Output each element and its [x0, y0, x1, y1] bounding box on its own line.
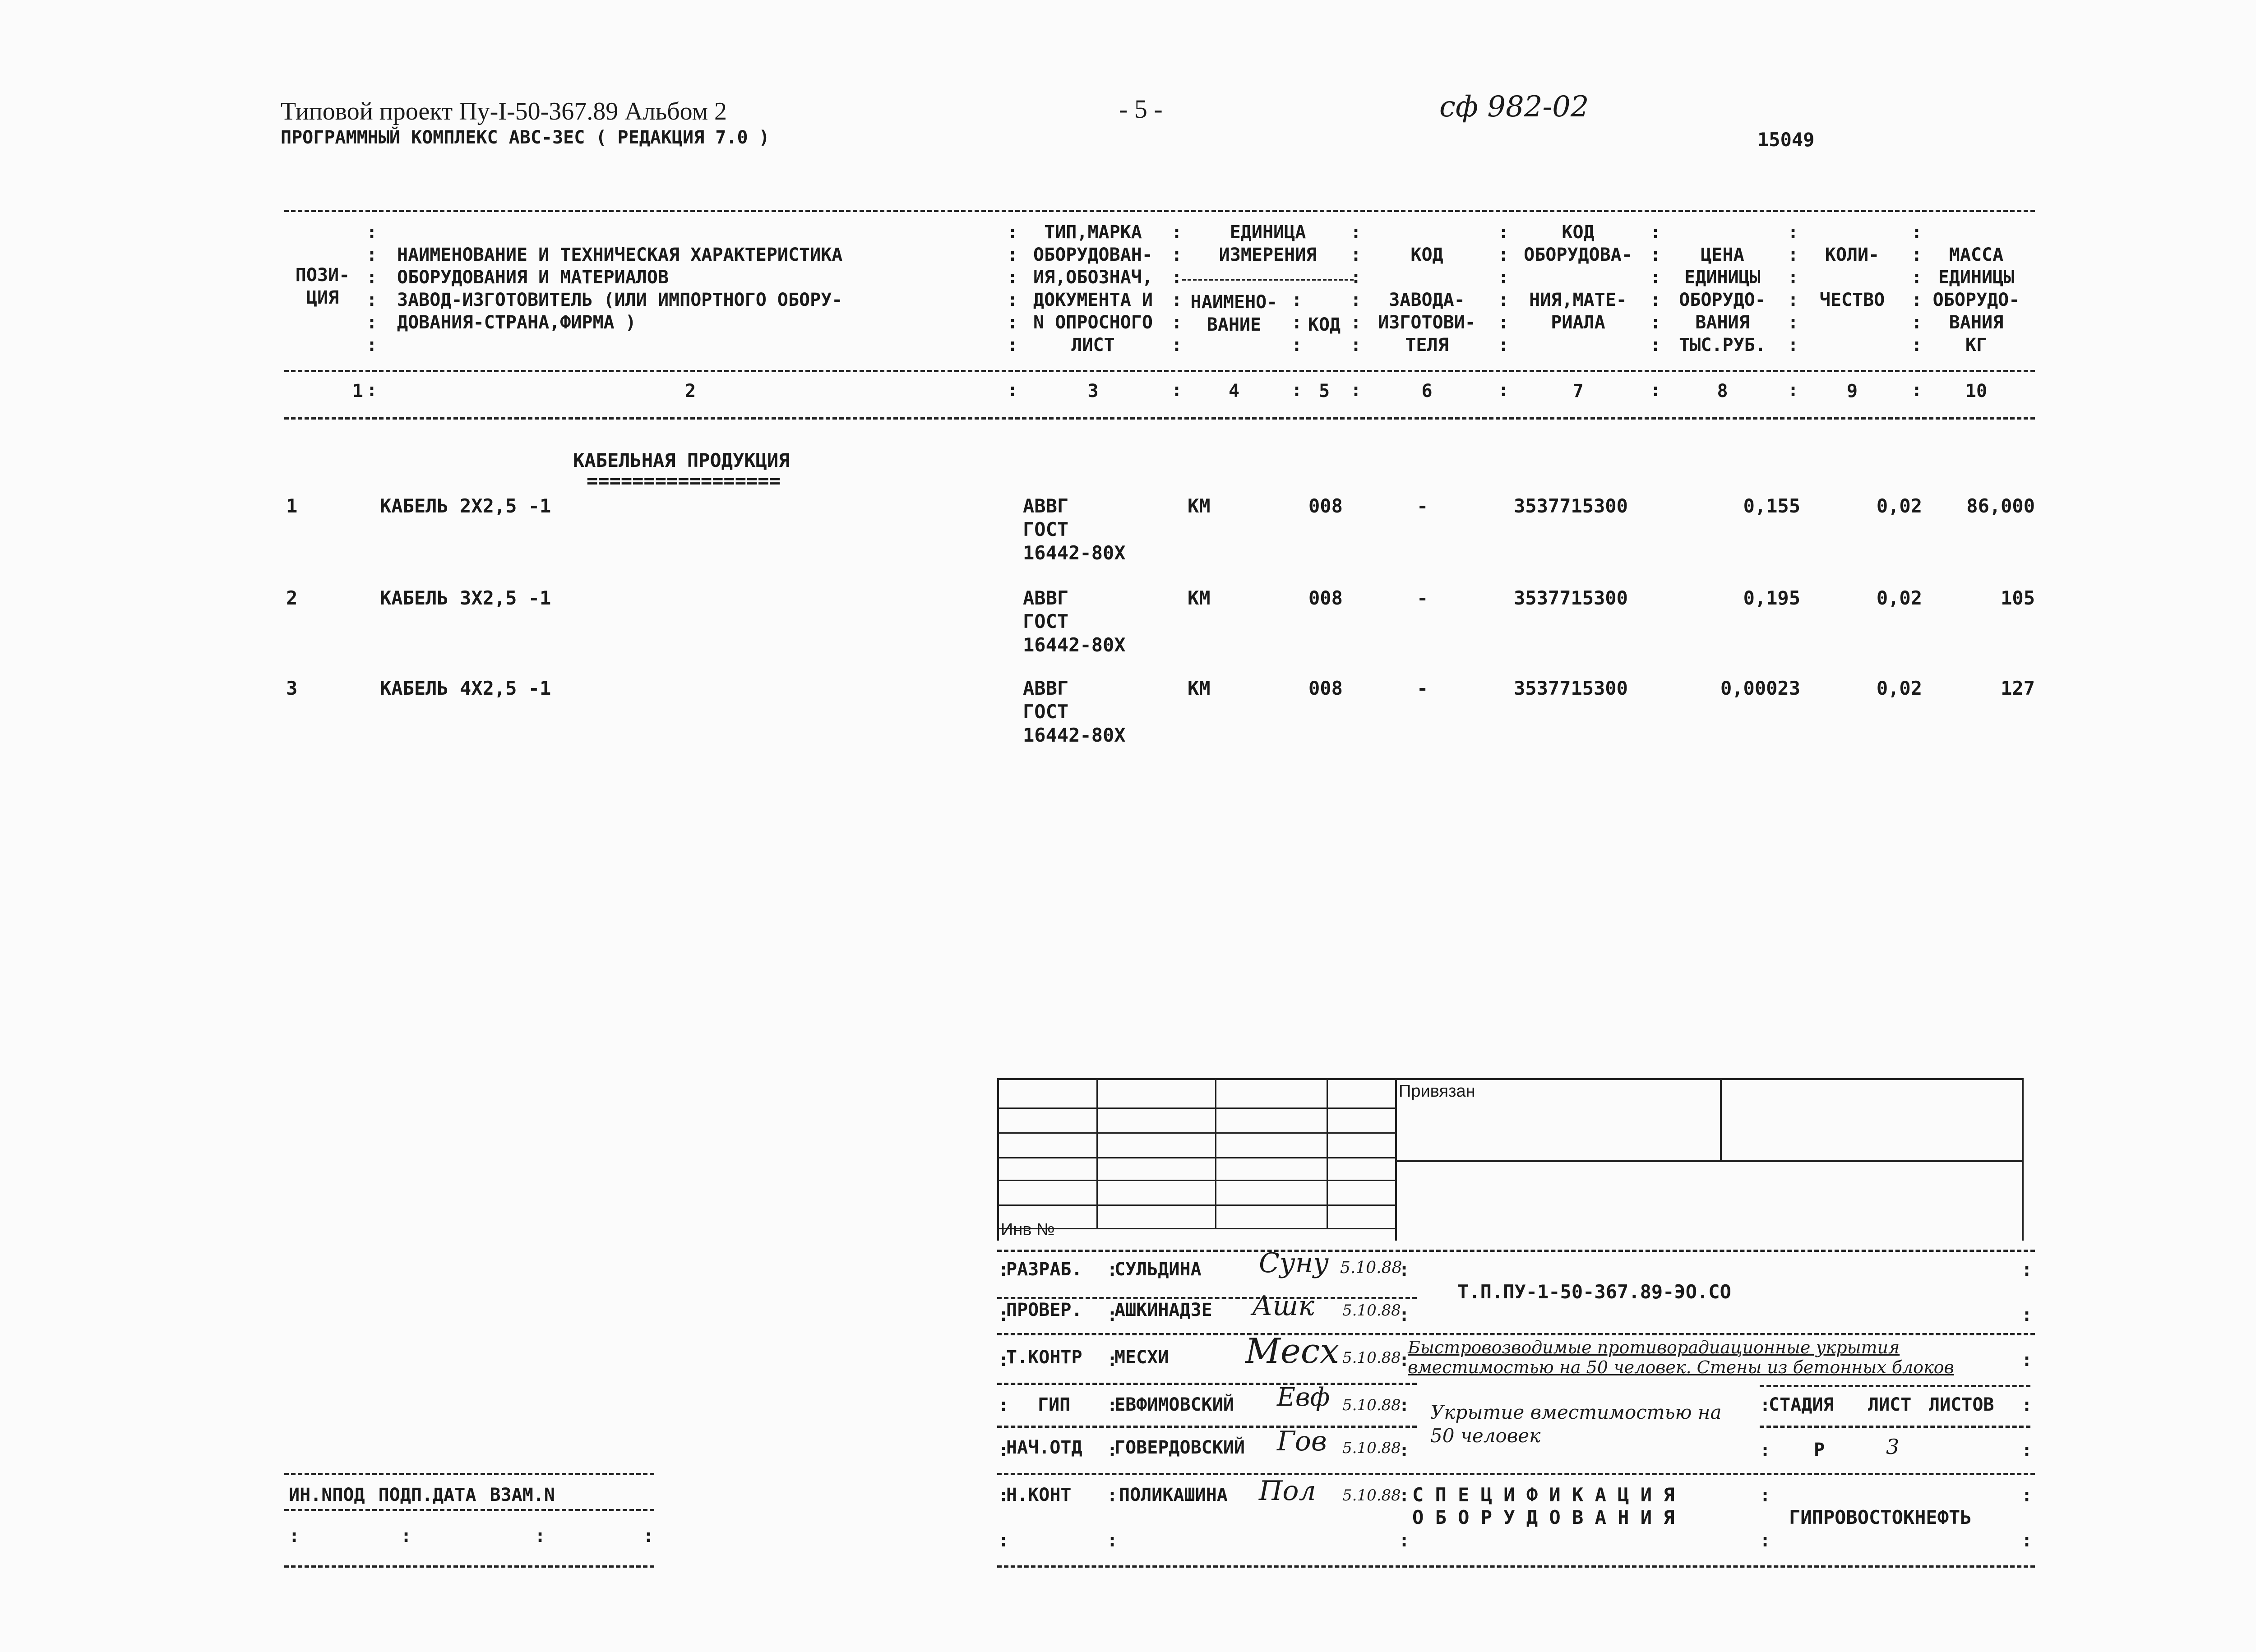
- tb-rule: [997, 1383, 1417, 1385]
- header-rule: [284, 370, 2035, 372]
- col-num: 1: [352, 381, 363, 401]
- row-3-unit-code: 008: [1308, 677, 1343, 699]
- col-num: 6: [1421, 381, 1433, 401]
- row-1-name: КАБЕЛЬ 2Х2,5 -1: [380, 495, 551, 517]
- col-title-8: ЦЕНА ЕДИНИЦЫ ОБОРУДО- ВАНИЯ ТЫС.РУБ.: [1679, 245, 1766, 355]
- tb-rule: [997, 1565, 2035, 1568]
- tb-col-sep: : : : : : : :: [2021, 1260, 2033, 1551]
- name-razrab: СУЛЬДИНА: [1114, 1259, 1202, 1280]
- col-num: 9: [1846, 381, 1858, 401]
- col-sep: : : : :: [1291, 290, 1303, 401]
- row-3-type: АВВГ ГОСТ 16442-80Х: [1023, 677, 1126, 746]
- col-sep: : : : : : : :: [1171, 222, 1183, 401]
- sheet-number: 15049: [1757, 129, 1815, 151]
- col-title-10: МАССА ЕДИНИЦЫ ОБОРУДО- ВАНИЯ КГ: [1932, 245, 2020, 355]
- row-2-price: 0,195: [1743, 587, 1800, 609]
- unit-group-title: ЕДИНИЦА ИЗМЕРЕНИЯ: [1219, 222, 1317, 265]
- signature-tkontr: Месх: [1245, 1331, 1340, 1371]
- tb-col-sep: : : : : : : :: [1399, 1260, 1410, 1551]
- row-2-unit-code: 008: [1308, 587, 1343, 609]
- col-num: 5: [1318, 381, 1330, 401]
- col-title-2: НАИМЕНОВАНИЕ И ТЕХНИЧЕСКАЯ ХАРАКТЕРИСТИКА ОБОРУДОВАНИЯ И МАТЕРИАЛОВ ЗАВОД-ИЗГОТОВИТЕЛЬ (ИЛИ ИМПОРТНОГО ОБОРУ- ДОВАНИЯ-СТРАНА,ФИРМА ): [397, 245, 843, 333]
- page-number: - 5 -: [1119, 94, 1163, 124]
- sheet-label: ЛИСТ: [1868, 1394, 1912, 1415]
- row-2-mass: 105: [2001, 587, 2035, 609]
- row-2-qty: 0,02: [1876, 587, 1922, 609]
- sheet-value: 3: [1886, 1435, 1900, 1459]
- section-underline: =================: [587, 470, 781, 492]
- row-2-name: КАБЕЛЬ 3Х2,5 -1: [380, 587, 551, 609]
- row-1-qty: 0,02: [1876, 495, 1922, 517]
- table-top-rule: [284, 210, 2035, 212]
- row-3-name: КАБЕЛЬ 4Х2,5 -1: [380, 677, 551, 699]
- row-1-type: АВВГ ГОСТ 16442-80Х: [1023, 495, 1126, 564]
- stage-label: СТАДИЯ: [1769, 1394, 1834, 1415]
- row-3-qty: 0,02: [1876, 677, 1922, 699]
- stamp-labels: ИН.NПОД ПОДП.ДАТА ВЗАМ.N: [289, 1485, 555, 1505]
- signature-prover: Ашк: [1252, 1290, 1315, 1322]
- row-3-factory: -: [1417, 677, 1428, 699]
- col-num: 7: [1572, 381, 1584, 401]
- date-razrab: 5.10.88: [1340, 1259, 1402, 1277]
- date-gip: 5.10.88: [1342, 1396, 1401, 1414]
- tb-rule: [997, 1250, 2035, 1252]
- signature-nachotd: Гов: [1277, 1426, 1327, 1457]
- tb-col-sep: : : : :: [1760, 1395, 1771, 1551]
- col-num: 3: [1087, 381, 1099, 401]
- col-sep: : : : : : : :: [1788, 222, 1799, 401]
- role-gip: ГИП: [1038, 1394, 1071, 1415]
- row-3-unit: КМ: [1188, 677, 1211, 699]
- privyazan-label: Привязан: [1399, 1082, 1475, 1101]
- col-sep: : : : : : : :: [1007, 222, 1018, 401]
- stamp-rule: [284, 1509, 654, 1511]
- doc-code: Т.П.ПУ-1-50-367.89-ЭО.СО: [1457, 1281, 1731, 1303]
- row-1-mass: 86,000: [1966, 495, 2035, 517]
- stamp-col-sep: :: [643, 1526, 654, 1546]
- signature-gip: Евф: [1277, 1383, 1330, 1412]
- row-1-code: 3537715300: [1514, 495, 1628, 517]
- col-title-1: ПОЗИ- ЦИЯ: [295, 265, 350, 308]
- col-title-3: ТИП,МАРКА ОБОРУДОВАН- ИЯ,ОБОЗНАЧ, ДОКУМЕНТА И N ОПРОСНОГО ЛИСТ: [1033, 222, 1153, 355]
- row-3-pos: 3: [286, 677, 298, 699]
- tb-col-sep: : : : : : : :: [1107, 1260, 1118, 1551]
- col-title-6: КОД ЗАВОДА- ИЗГОТОВИ- ТЕЛЯ: [1378, 245, 1476, 355]
- col-title-4: НАИМЕНО- ВАНИЕ: [1190, 292, 1278, 335]
- name-nkont: ПОЛИКАШИНА: [1119, 1485, 1228, 1505]
- date-prover: 5.10.88: [1342, 1301, 1401, 1320]
- stamp-rule: [284, 1565, 654, 1568]
- row-2-unit: КМ: [1188, 587, 1211, 609]
- col-title-5: КОД: [1308, 314, 1341, 335]
- name-nachotd: ГОВЕРДОВСКИЙ: [1114, 1437, 1245, 1458]
- name-gip: ЕВФИМОВСКИЙ: [1114, 1394, 1234, 1415]
- row-3-code: 3537715300: [1514, 677, 1628, 699]
- col-sep: : : : : : : :: [1350, 222, 1362, 401]
- col-sep: : : : : : : :: [1650, 222, 1661, 401]
- date-nkont: 5.10.88: [1342, 1486, 1401, 1504]
- signature-razrab: Суну: [1259, 1247, 1329, 1279]
- row-1-factory: -: [1417, 495, 1428, 517]
- stamp-col-sep: :: [535, 1526, 546, 1546]
- row-2-type: АВВГ ГОСТ 16442-80Х: [1023, 587, 1126, 656]
- date-tkontr: 5.10.88: [1342, 1349, 1401, 1367]
- inv-label: Инв №: [1001, 1220, 1055, 1239]
- role-tkontr: Т.КОНТР: [1006, 1347, 1082, 1368]
- col-num: 2: [684, 381, 696, 401]
- col-sep: : : : : : : :: [366, 222, 378, 401]
- row-1-unit: КМ: [1188, 495, 1211, 517]
- row-2-factory: -: [1417, 587, 1428, 609]
- name-prover: АШКИНАДЗЕ: [1114, 1300, 1212, 1320]
- organization: ГИПРОВОСТОКНЕФТЬ: [1789, 1506, 1972, 1528]
- col-sep: : : : : : : :: [1911, 222, 1923, 401]
- tb-rule: [997, 1333, 2035, 1335]
- signature-nkont: Пол: [1259, 1475, 1316, 1507]
- role-razrab: РАЗРАБ.: [1006, 1259, 1082, 1280]
- col-title-7: КОД ОБОРУДОВА- НИЯ,МАТЕ- РИАЛА: [1524, 222, 1632, 333]
- role-nachotd: НАЧ.ОТД: [1006, 1437, 1082, 1458]
- tb-rule: [1760, 1426, 2030, 1428]
- row-1-unit-code: 008: [1308, 495, 1343, 517]
- stage-value: Р: [1814, 1440, 1825, 1460]
- row-3-mass: 127: [2001, 677, 2035, 699]
- unit-group-rule: [1182, 279, 1354, 281]
- stamp-col-sep: :: [289, 1526, 300, 1546]
- date-nachotd: 5.10.88: [1342, 1439, 1401, 1457]
- col-num: 4: [1228, 381, 1240, 401]
- row-3-price: 0,00023: [1720, 677, 1800, 699]
- col-sep: : : : : : : :: [1498, 222, 1509, 401]
- row-1-pos: 1: [286, 495, 298, 517]
- doc-description: Быстровозводимые противорадиационные укрытия вместимостью на 50 человек. Стены из бетонных блоков: [1408, 1338, 1954, 1377]
- row-2-pos: 2: [286, 587, 298, 609]
- col-num: 8: [1717, 381, 1728, 401]
- row-1-price: 0,155: [1743, 495, 1800, 517]
- sheets-label: ЛИСТОВ: [1929, 1394, 1994, 1415]
- tb-rule: [997, 1426, 1417, 1428]
- col-title-9: КОЛИ- ЧЕСТВО: [1819, 245, 1885, 310]
- document-code: сф 982-02: [1439, 90, 1589, 124]
- tb-col-sep: : : : : : : :: [998, 1260, 1009, 1551]
- col-num: 10: [1965, 381, 1988, 401]
- section-title: КАБЕЛЬНАЯ ПРОДУКЦИЯ: [573, 449, 790, 471]
- stamp-col-sep: :: [401, 1526, 412, 1546]
- row-2-code: 3537715300: [1514, 587, 1628, 609]
- software-line: ПРОГРАММНЫЙ КОМПЛЕКС АВС-3ЕС ( РЕДАКЦИЯ 7.0 ): [281, 127, 770, 148]
- object-name: Укрытие вместимостью на 50 человек: [1430, 1401, 1722, 1447]
- role-prover: ПРОВЕР.: [1006, 1300, 1082, 1320]
- name-tkontr: МЕСХИ: [1114, 1347, 1169, 1368]
- doc-title-line-2: О Б О Р У Д О В А Н И Я: [1412, 1506, 1675, 1528]
- tb-rule: [997, 1473, 2035, 1475]
- project-title: Типовой проект Пу-I-50-367.89 Альбом 2: [281, 97, 727, 125]
- stamp-rule: [284, 1473, 654, 1475]
- tb-rule: [1760, 1385, 2030, 1387]
- doc-title-line-1: С П Е Ц И Ф И К А Ц И Я: [1412, 1484, 1675, 1506]
- role-nkont: Н.КОНТ: [1006, 1485, 1072, 1505]
- colnum-rule: [284, 417, 2035, 420]
